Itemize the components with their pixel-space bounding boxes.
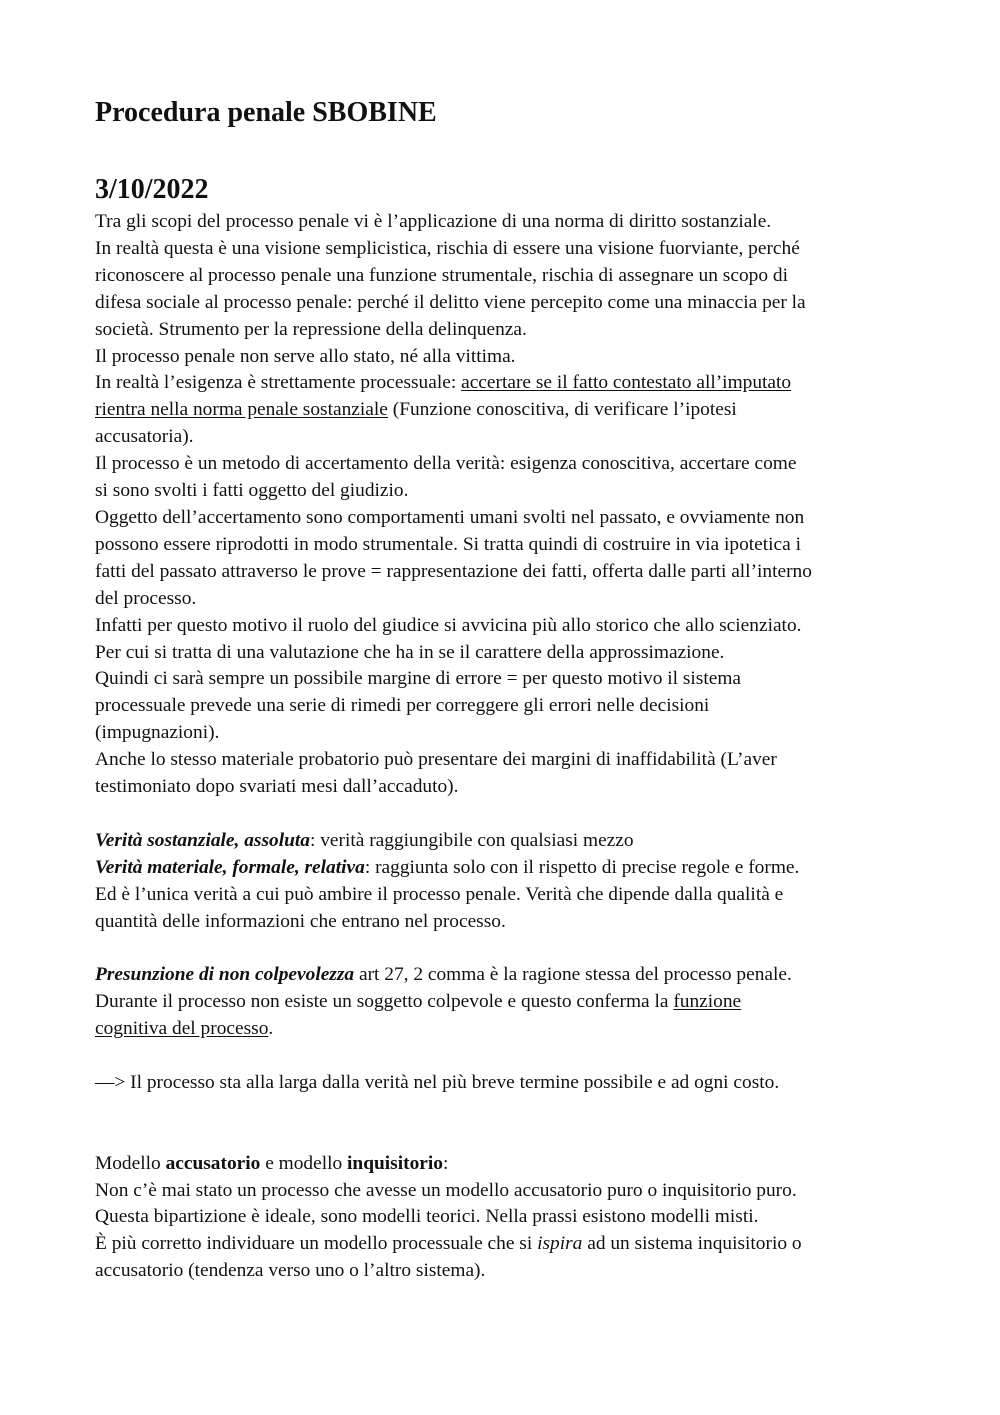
- paragraph-gap: [95, 1097, 915, 1151]
- text-run: art 27, 2 comma è la ragione stessa del processo penale.: [354, 964, 792, 986]
- text-run: ad un sistema inquisitorio o: [582, 1233, 802, 1255]
- term-bold-italic: Presunzione di non colpevolezza: [95, 964, 355, 986]
- section-arrow-note: [95, 1070, 915, 1097]
- underlined-text: cognitiva del processo: [95, 1018, 269, 1040]
- text-line: Ed è l’unica verità a cui può ambire il processo penale. Verità che dipende dalla qualità e: [95, 883, 784, 905]
- text-line: processuale prevede una serie di rimedi per correggere gli errori nelle decisioni: [95, 695, 710, 717]
- bold-term: inquisitorio: [347, 1152, 443, 1174]
- text-line: [95, 855, 915, 882]
- text-line: accusatoria).: [95, 426, 194, 448]
- section-purpose-of-trial: [95, 209, 915, 801]
- term-bold-italic: Verità materiale, formale, relativa: [95, 856, 365, 878]
- paragraph-gap: [95, 801, 915, 828]
- arrow-note-line: —> Il processo sta alla larga dalla verità nel più breve termine possibile e ad ogni costo.: [95, 1071, 780, 1093]
- text-line: Tra gli scopi del processo penale vi è l’applicazione di una norma di diritto sostanziale.: [95, 211, 772, 232]
- paragraph-gap: [95, 935, 915, 962]
- text-run: È più corretto individuare un modello processuale che si: [95, 1233, 538, 1255]
- text-line: [95, 397, 915, 424]
- text-line: accusatorio (tendenza verso uno o l’altro sistema).: [95, 1260, 486, 1282]
- text-run: Modello: [95, 1152, 166, 1174]
- section-presumption: [95, 962, 915, 1043]
- text-line: [95, 989, 915, 1016]
- text-line: quantità delle informazioni che entrano nel processo.: [95, 910, 506, 932]
- text-run: In realtà l’esigenza è strettamente processuale:: [95, 372, 462, 394]
- text-run: : raggiunta solo con il rispetto di precise regole e forme.: [364, 856, 800, 878]
- text-line: del processo.: [95, 587, 197, 609]
- document-title: Procedura penale SBOBINE: [95, 97, 437, 128]
- text-run: : verità raggiungibile con qualsiasi mezzo: [309, 829, 634, 851]
- text-line: [95, 828, 915, 855]
- text-run: (Funzione conoscitiva, di verificare l’ipotesi: [387, 399, 737, 421]
- italic-term: ispira: [537, 1233, 583, 1255]
- text-line: possono essere riprodotti in modo strumentale. Si tratta quindi di costruire in via ipotetica i: [95, 533, 802, 555]
- text-line: difesa sociale al processo penale: perché il delitto viene percepito come una minaccia per la: [95, 291, 806, 313]
- text-line: [95, 1016, 915, 1043]
- text-line: Il processo è un metodo di accertamento della verità: esigenza conoscitiva, accertare come: [95, 453, 797, 475]
- text-line: (impugnazioni).: [95, 722, 220, 744]
- underlined-text: funzione: [673, 991, 742, 1013]
- document-page: [95, 93, 915, 1285]
- text-line: Quindi ci sarà sempre un possibile margine di errore = per questo motivo il sistema: [95, 668, 742, 690]
- text-line: fatti del passato attraverso le prove = rappresentazione dei fatti, offerta dalle parti all’interno: [95, 560, 812, 582]
- text-line: società. Strumento per la repressione della delinquenza.: [95, 318, 527, 340]
- underlined-text: rientra nella norma penale sostanziale: [95, 399, 388, 421]
- date-heading: 3/10/2022: [95, 174, 209, 205]
- text-line: Non c’è mai stato un processo che avesse un modello accusatorio puro o inquisitorio puro.: [95, 1179, 797, 1201]
- text-line: Questa bipartizione è ideale, sono modelli teorici. Nella prassi esistono modelli misti.: [95, 1206, 759, 1228]
- text-run: Durante il processo non esiste un soggetto colpevole e questo conferma la: [95, 991, 674, 1013]
- text-line: Il processo penale non serve allo stato, né alla vittima.: [95, 345, 516, 367]
- text-line: [95, 962, 915, 989]
- text-line: Anche lo stesso materiale probatorio può presentare dei margini di inaffidabilità (L’aver: [95, 749, 777, 771]
- text-run: .: [268, 1018, 274, 1040]
- text-line: Per cui si tratta di una valutazione che ha in se il carattere della approssimazione.: [95, 641, 725, 663]
- underlined-text: accertare se il fatto contestato all’imputato: [461, 372, 792, 394]
- text-line: testimoniato dopo svariati mesi dall’accaduto).: [95, 776, 459, 798]
- text-line: [95, 1151, 915, 1178]
- paragraph-gap: [95, 1043, 915, 1070]
- text-run: e modello: [260, 1152, 348, 1174]
- text-line: [95, 1231, 915, 1258]
- text-line: si sono svolti i fatti oggetto del giudizio.: [95, 480, 409, 502]
- text-line: In realtà questa è una visione semplicistica, rischia di essere una visione fuorviante, perché: [95, 237, 800, 259]
- text-run: :: [442, 1152, 449, 1174]
- text-line: Infatti per questo motivo il ruolo del giudice si avvicina più allo storico che allo scienziato.: [95, 614, 802, 636]
- term-bold-italic: Verità sostanziale, assoluta: [95, 829, 310, 851]
- bold-term: accusatorio: [165, 1152, 261, 1174]
- section-models: [95, 1151, 915, 1286]
- text-line: [95, 370, 915, 397]
- text-line: riconoscere al processo penale una funzione strumentale, rischia di assegnare un scopo di: [95, 264, 788, 286]
- section-truth-types: [95, 828, 915, 936]
- text-line: Oggetto dell’accertamento sono comportamenti umani svolti nel passato, e ovviamente non: [95, 506, 805, 528]
